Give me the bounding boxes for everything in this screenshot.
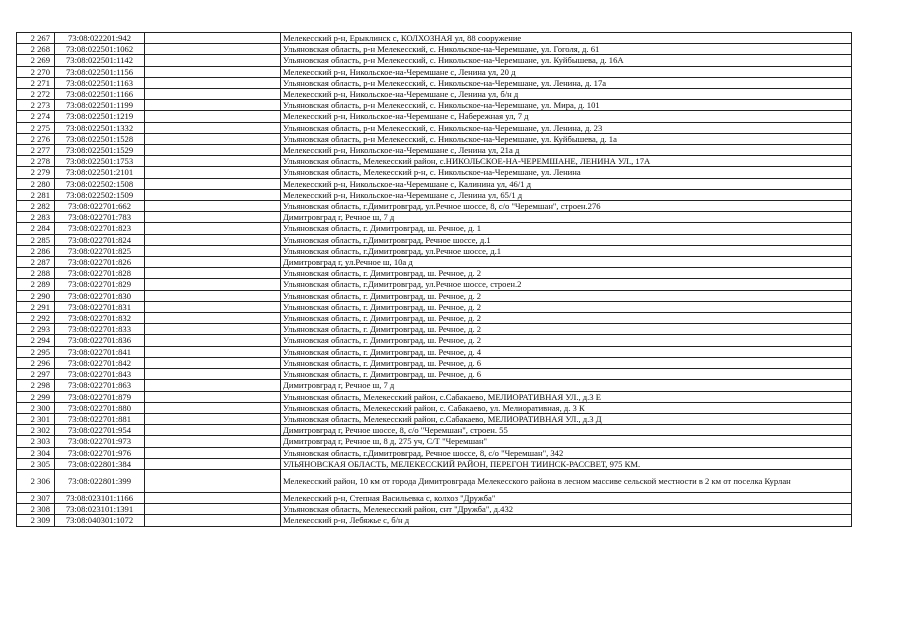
- empty-cell: [145, 66, 281, 77]
- table-row: [17, 504, 852, 515]
- cadastral-number-cell: 73:08:022701:976: [55, 447, 145, 458]
- table-row: [17, 268, 852, 279]
- address-cell: УЛЬЯНОВСКАЯ ОБЛАСТЬ, МЕЛЕКЕССКИЙ РАЙОН, ПЕРЕГОН ТИИНСК-РАССВЕТ, 975 КМ.: [281, 458, 852, 469]
- row-number-cell: 2 291: [17, 301, 55, 312]
- cadastral-number-cell: 73:08:022501:1062: [55, 44, 145, 55]
- row-number-cell: 2 307: [17, 492, 55, 503]
- address-cell: Ульяновская область, г. Димитровград, ш. Речное, д. 2: [281, 268, 852, 279]
- address-cell: Мелекесский р-н, Никольское-на-Черемшане с, Ленина ул, 65/1 д: [281, 189, 852, 200]
- address-cell: Ульяновская область, г.Димитровград, ул.Речное шоссе, 8, с/о "Черемшан", строен.276: [281, 201, 852, 212]
- address-cell: Димитровград г, Речное шоссе, 8, с/о "Черемшан", строен. 55: [281, 425, 852, 436]
- table-row: [17, 33, 852, 44]
- table-row: [17, 189, 852, 200]
- empty-cell: [145, 335, 281, 346]
- address-cell: Ульяновская область, р-н Мелекесский, с. Никольское-на-Черемшане, ул. Куйбышева, д. 1а: [281, 133, 852, 144]
- address-cell: Ульяновская область, г. Димитровград, ш. Речное, д. 2: [281, 324, 852, 335]
- table-row: [17, 122, 852, 133]
- address-cell: Ульяновская область, Мелекесский район, с.Сабакаево, МЕЛИОРАТИВНАЯ УЛ., д.3 Е: [281, 391, 852, 402]
- address-cell: Ульяновская область, р-н Мелекесский, с. Никольское-на-Черемшане, ул. Ленина, д. 23: [281, 122, 852, 133]
- table-body: [17, 33, 852, 527]
- table-row: [17, 100, 852, 111]
- table-row: [17, 290, 852, 301]
- address-cell: Ульяновская область, г. Димитровград, ш. Речное, д. 1: [281, 223, 852, 234]
- table-row: [17, 458, 852, 469]
- table-row: [17, 77, 852, 88]
- empty-cell: [145, 44, 281, 55]
- cadastral-number-cell: 73:08:022501:1166: [55, 89, 145, 100]
- row-number-cell: 2 272: [17, 89, 55, 100]
- cadastral-number-cell: 73:08:022701:830: [55, 290, 145, 301]
- empty-cell: [145, 515, 281, 526]
- cadastral-number-cell: 73:08:022701:828: [55, 268, 145, 279]
- row-number-cell: 2 302: [17, 425, 55, 436]
- row-number-cell: 2 271: [17, 77, 55, 88]
- address-cell: Ульяновская область, р-н Мелекесский, с. Никольское-на-Черемшане, ул. Гоголя, д. 61: [281, 44, 852, 55]
- empty-cell: [145, 301, 281, 312]
- table-row: [17, 145, 852, 156]
- cadastral-number-cell: 73:08:023101:1391: [55, 504, 145, 515]
- address-cell: Ульяновская область, г. Димитровград, ш. Речное, д. 2: [281, 301, 852, 312]
- cadastral-number-cell: 73:08:022701:863: [55, 380, 145, 391]
- empty-cell: [145, 77, 281, 88]
- row-number-cell: 2 274: [17, 111, 55, 122]
- cadastral-number-cell: 73:08:022701:836: [55, 335, 145, 346]
- row-number-cell: 2 289: [17, 279, 55, 290]
- table-row: [17, 66, 852, 77]
- row-number-cell: 2 283: [17, 212, 55, 223]
- cadastral-number-cell: 73:08:022501:1156: [55, 66, 145, 77]
- cadastral-number-cell: 73:08:022502:1509: [55, 189, 145, 200]
- cadastral-number-cell: 73:08:022701:954: [55, 425, 145, 436]
- table-row: [17, 245, 852, 256]
- address-cell: Ульяновская область, р-н Мелекесский, с. Никольское-на-Черемшане, ул. Ленина, д. 17а: [281, 77, 852, 88]
- empty-cell: [145, 436, 281, 447]
- address-cell: Димитровград г, Речное ш, 8 д, 275 уч, С/Т "Черемшан": [281, 436, 852, 447]
- address-cell: Ульяновская область, Мелекесский р-н, с. Никольское-на-Черемшане, ул. Ленина: [281, 167, 852, 178]
- table-row: [17, 369, 852, 380]
- empty-cell: [145, 201, 281, 212]
- address-cell: Ульяновская область, р-н Мелекесский, с. Никольское-на-Черемшане, ул. Куйбышева, д. 16А: [281, 55, 852, 66]
- table-row: [17, 301, 852, 312]
- cadastral-number-cell: 73:08:022701:832: [55, 313, 145, 324]
- row-number-cell: 2 281: [17, 189, 55, 200]
- address-cell: Ульяновская область, Мелекесский район, с.Сабакаево, МЕЛИОРАТИВНАЯ УЛ., д.3 Д: [281, 413, 852, 424]
- address-cell: Ульяновская область, г. Димитровград, ш. Речное, д. 2: [281, 313, 852, 324]
- address-cell: Ульяновская область, г. Димитровград, ш. Речное, д. 6: [281, 357, 852, 368]
- cadastral-number-cell: 73:08:022501:1529: [55, 145, 145, 156]
- table-row: [17, 201, 852, 212]
- table-row: [17, 178, 852, 189]
- cadastral-number-cell: 73:08:022701:829: [55, 279, 145, 290]
- row-number-cell: 2 308: [17, 504, 55, 515]
- empty-cell: [145, 167, 281, 178]
- address-cell: Ульяновская область, г. Димитровград, ш. Речное, д. 4: [281, 346, 852, 357]
- row-number-cell: 2 290: [17, 290, 55, 301]
- address-cell: Ульяновская область, г. Димитровград, ш. Речное, д. 2: [281, 290, 852, 301]
- row-number-cell: 2 276: [17, 133, 55, 144]
- cadastral-number-cell: 73:08:022701:879: [55, 391, 145, 402]
- cadastral-number-cell: 73:08:022701:662: [55, 201, 145, 212]
- empty-cell: [145, 122, 281, 133]
- row-number-cell: 2 275: [17, 122, 55, 133]
- row-number-cell: 2 270: [17, 66, 55, 77]
- cadastral-number-cell: 73:08:022201:942: [55, 33, 145, 44]
- address-cell: Мелекесский р-н, Никольское-на-Черемшане с, Калинина ул, 46/1 д: [281, 178, 852, 189]
- cadastral-number-cell: 73:08:022501:1199: [55, 100, 145, 111]
- empty-cell: [145, 425, 281, 436]
- cadastral-number-cell: 73:08:022701:973: [55, 436, 145, 447]
- row-number-cell: 2 285: [17, 234, 55, 245]
- empty-cell: [145, 89, 281, 100]
- address-cell: Ульяновская область, Мелекесский район, с. Сабакаево, ул. Мелиоративная, д. 3 К: [281, 402, 852, 413]
- table-row: [17, 436, 852, 447]
- address-cell: Димитровград г, ул.Речное ш, 10а д: [281, 257, 852, 268]
- cadastral-number-cell: 73:08:022701:841: [55, 346, 145, 357]
- row-number-cell: 2 268: [17, 44, 55, 55]
- cadastral-number-cell: 73:08:022701:823: [55, 223, 145, 234]
- address-cell: Ульяновская область, г.Димитровград, ул.Речное шоссе, д.1: [281, 245, 852, 256]
- table-row: [17, 313, 852, 324]
- empty-cell: [145, 357, 281, 368]
- cadastral-number-cell: 73:08:040301:1072: [55, 515, 145, 526]
- cadastral-number-cell: 73:08:022502:1508: [55, 178, 145, 189]
- cadastral-number-cell: 73:08:022701:824: [55, 234, 145, 245]
- row-number-cell: 2 267: [17, 33, 55, 44]
- empty-cell: [145, 212, 281, 223]
- row-number-cell: 2 292: [17, 313, 55, 324]
- cadastral-number-cell: 73:08:023101:1166: [55, 492, 145, 503]
- row-number-cell: 2 273: [17, 100, 55, 111]
- empty-cell: [145, 133, 281, 144]
- empty-cell: [145, 223, 281, 234]
- address-cell: Ульяновская область, г. Димитровград, ш. Речное, д. 6: [281, 369, 852, 380]
- empty-cell: [145, 324, 281, 335]
- table-row: [17, 279, 852, 290]
- table-row: [17, 257, 852, 268]
- address-cell: Ульяновская область, Мелекесский район, с.НИКОЛЬСКОЕ-НА-ЧЕРЕМШАНЕ, ЛЕНИНА УЛ., 17А: [281, 156, 852, 167]
- row-number-cell: 2 277: [17, 145, 55, 156]
- row-number-cell: 2 295: [17, 346, 55, 357]
- cadastral-number-cell: 73:08:022501:1142: [55, 55, 145, 66]
- empty-cell: [145, 33, 281, 44]
- address-cell: Димитровград г, Речное ш, 7 д: [281, 212, 852, 223]
- address-cell: Ульяновская область, г.Димитровград, Речное шоссе, 8, с/о "Черемшан", 342: [281, 447, 852, 458]
- table-row: [17, 111, 852, 122]
- row-number-cell: 2 279: [17, 167, 55, 178]
- address-cell: Мелекесский р-н, Никольское-на-Черемшане с, Ленина ул, 21а д: [281, 145, 852, 156]
- empty-cell: [145, 268, 281, 279]
- address-cell: Мелекесский р-н, Никольское-на-Черемшане с, Ленина ул, б/н д: [281, 89, 852, 100]
- table-row: [17, 447, 852, 458]
- row-number-cell: 2 303: [17, 436, 55, 447]
- cadastral-number-cell: 73:08:022701:880: [55, 402, 145, 413]
- empty-cell: [145, 369, 281, 380]
- table-row: [17, 413, 852, 424]
- table-row: [17, 391, 852, 402]
- empty-cell: [145, 279, 281, 290]
- empty-cell: [145, 245, 281, 256]
- table-row: [17, 223, 852, 234]
- registry-sheet: [16, 32, 851, 527]
- row-number-cell: 2 293: [17, 324, 55, 335]
- address-cell: Мелекесский р-н, Лебяжье с, б/н д: [281, 515, 852, 526]
- cadastral-number-cell: 73:08:022801:399: [55, 469, 145, 492]
- table-row: [17, 380, 852, 391]
- table-row: [17, 212, 852, 223]
- cadastral-number-cell: 73:08:022701:833: [55, 324, 145, 335]
- row-number-cell: 2 299: [17, 391, 55, 402]
- table-row: [17, 324, 852, 335]
- empty-cell: [145, 55, 281, 66]
- cadastral-number-cell: 73:08:022701:843: [55, 369, 145, 380]
- row-number-cell: 2 284: [17, 223, 55, 234]
- cadastral-number-cell: 73:08:022701:881: [55, 413, 145, 424]
- address-cell: Ульяновская область, г.Димитровград, ул.Речное шоссе, строен.2: [281, 279, 852, 290]
- table-row: [17, 402, 852, 413]
- table-row: [17, 167, 852, 178]
- row-number-cell: 2 304: [17, 447, 55, 458]
- cadastral-number-cell: 73:08:022701:831: [55, 301, 145, 312]
- cadastral-number-cell: 73:08:022801:384: [55, 458, 145, 469]
- empty-cell: [145, 111, 281, 122]
- empty-cell: [145, 290, 281, 301]
- empty-cell: [145, 492, 281, 503]
- empty-cell: [145, 346, 281, 357]
- cadastral-number-cell: 73:08:022701:826: [55, 257, 145, 268]
- address-cell: Ульяновская область, г.Димитровград, Речное шоссе, д.1: [281, 234, 852, 245]
- cadastral-number-cell: 73:08:022501:1332: [55, 122, 145, 133]
- table-row: [17, 44, 852, 55]
- cadastral-number-cell: 73:08:022501:1753: [55, 156, 145, 167]
- empty-cell: [145, 313, 281, 324]
- table-row: [17, 515, 852, 526]
- address-cell: Мелекесский район, 10 км от города Димитровграда Мелекесского района в лесном массиве сельской местности в 2 км от поселка Курлан: [281, 469, 852, 492]
- empty-cell: [145, 447, 281, 458]
- row-number-cell: 2 269: [17, 55, 55, 66]
- table-row: [17, 357, 852, 368]
- address-cell: Мелекесский р-н, Степная Васильевка с, колхоз "Дружба": [281, 492, 852, 503]
- row-number-cell: 2 294: [17, 335, 55, 346]
- table-row: [17, 335, 852, 346]
- row-number-cell: 2 286: [17, 245, 55, 256]
- empty-cell: [145, 458, 281, 469]
- empty-cell: [145, 380, 281, 391]
- row-number-cell: 2 288: [17, 268, 55, 279]
- empty-cell: [145, 469, 281, 492]
- address-cell: Димитровград г, Речное ш, 7 д: [281, 380, 852, 391]
- row-number-cell: 2 282: [17, 201, 55, 212]
- empty-cell: [145, 156, 281, 167]
- cadastral-number-cell: 73:08:022501:1163: [55, 77, 145, 88]
- cadastral-number-cell: 73:08:022701:825: [55, 245, 145, 256]
- table-row: [17, 234, 852, 245]
- empty-cell: [145, 100, 281, 111]
- row-number-cell: 2 287: [17, 257, 55, 268]
- address-cell: Ульяновская область, г. Димитровград, ш. Речное, д. 2: [281, 335, 852, 346]
- empty-cell: [145, 391, 281, 402]
- table-row: [17, 425, 852, 436]
- row-number-cell: 2 278: [17, 156, 55, 167]
- cadastral-number-cell: 73:08:022701:842: [55, 357, 145, 368]
- row-number-cell: 2 305: [17, 458, 55, 469]
- empty-cell: [145, 257, 281, 268]
- address-cell: Мелекесский р-н, Ерыклинск с, КОЛХОЗНАЯ ул, 88 сооружение: [281, 33, 852, 44]
- empty-cell: [145, 178, 281, 189]
- table-row: [17, 346, 852, 357]
- row-number-cell: 2 280: [17, 178, 55, 189]
- cadastral-table: [16, 32, 852, 527]
- table-row: [17, 156, 852, 167]
- row-number-cell: 2 298: [17, 380, 55, 391]
- cadastral-number-cell: 73:08:022701:783: [55, 212, 145, 223]
- table-row: [17, 55, 852, 66]
- address-cell: Ульяновская область, р-н Мелекесский, с. Никольское-на-Черемшане, ул. Мира, д. 101: [281, 100, 852, 111]
- address-cell: Мелекесский р-н, Никольское-на-Черемшане с, Набережная ул, 7 д: [281, 111, 852, 122]
- address-cell: Ульяновская область, Мелекесский район, снт "Дружба", д.432: [281, 504, 852, 515]
- row-number-cell: 2 297: [17, 369, 55, 380]
- empty-cell: [145, 145, 281, 156]
- row-number-cell: 2 306: [17, 469, 55, 492]
- row-number-cell: 2 300: [17, 402, 55, 413]
- cadastral-number-cell: 73:08:022501:1219: [55, 111, 145, 122]
- table-row: [17, 133, 852, 144]
- row-number-cell: 2 301: [17, 413, 55, 424]
- table-row: [17, 492, 852, 503]
- row-number-cell: 2 309: [17, 515, 55, 526]
- cadastral-number-cell: 73:08:022501:2101: [55, 167, 145, 178]
- address-cell: Мелекесский р-н, Никольское-на-Черемшане с, Ленина ул, 20 д: [281, 66, 852, 77]
- table-row: [17, 89, 852, 100]
- row-number-cell: 2 296: [17, 357, 55, 368]
- empty-cell: [145, 234, 281, 245]
- cadastral-number-cell: 73:08:022501:1528: [55, 133, 145, 144]
- empty-cell: [145, 402, 281, 413]
- empty-cell: [145, 504, 281, 515]
- table-row: [17, 469, 852, 492]
- empty-cell: [145, 413, 281, 424]
- empty-cell: [145, 189, 281, 200]
